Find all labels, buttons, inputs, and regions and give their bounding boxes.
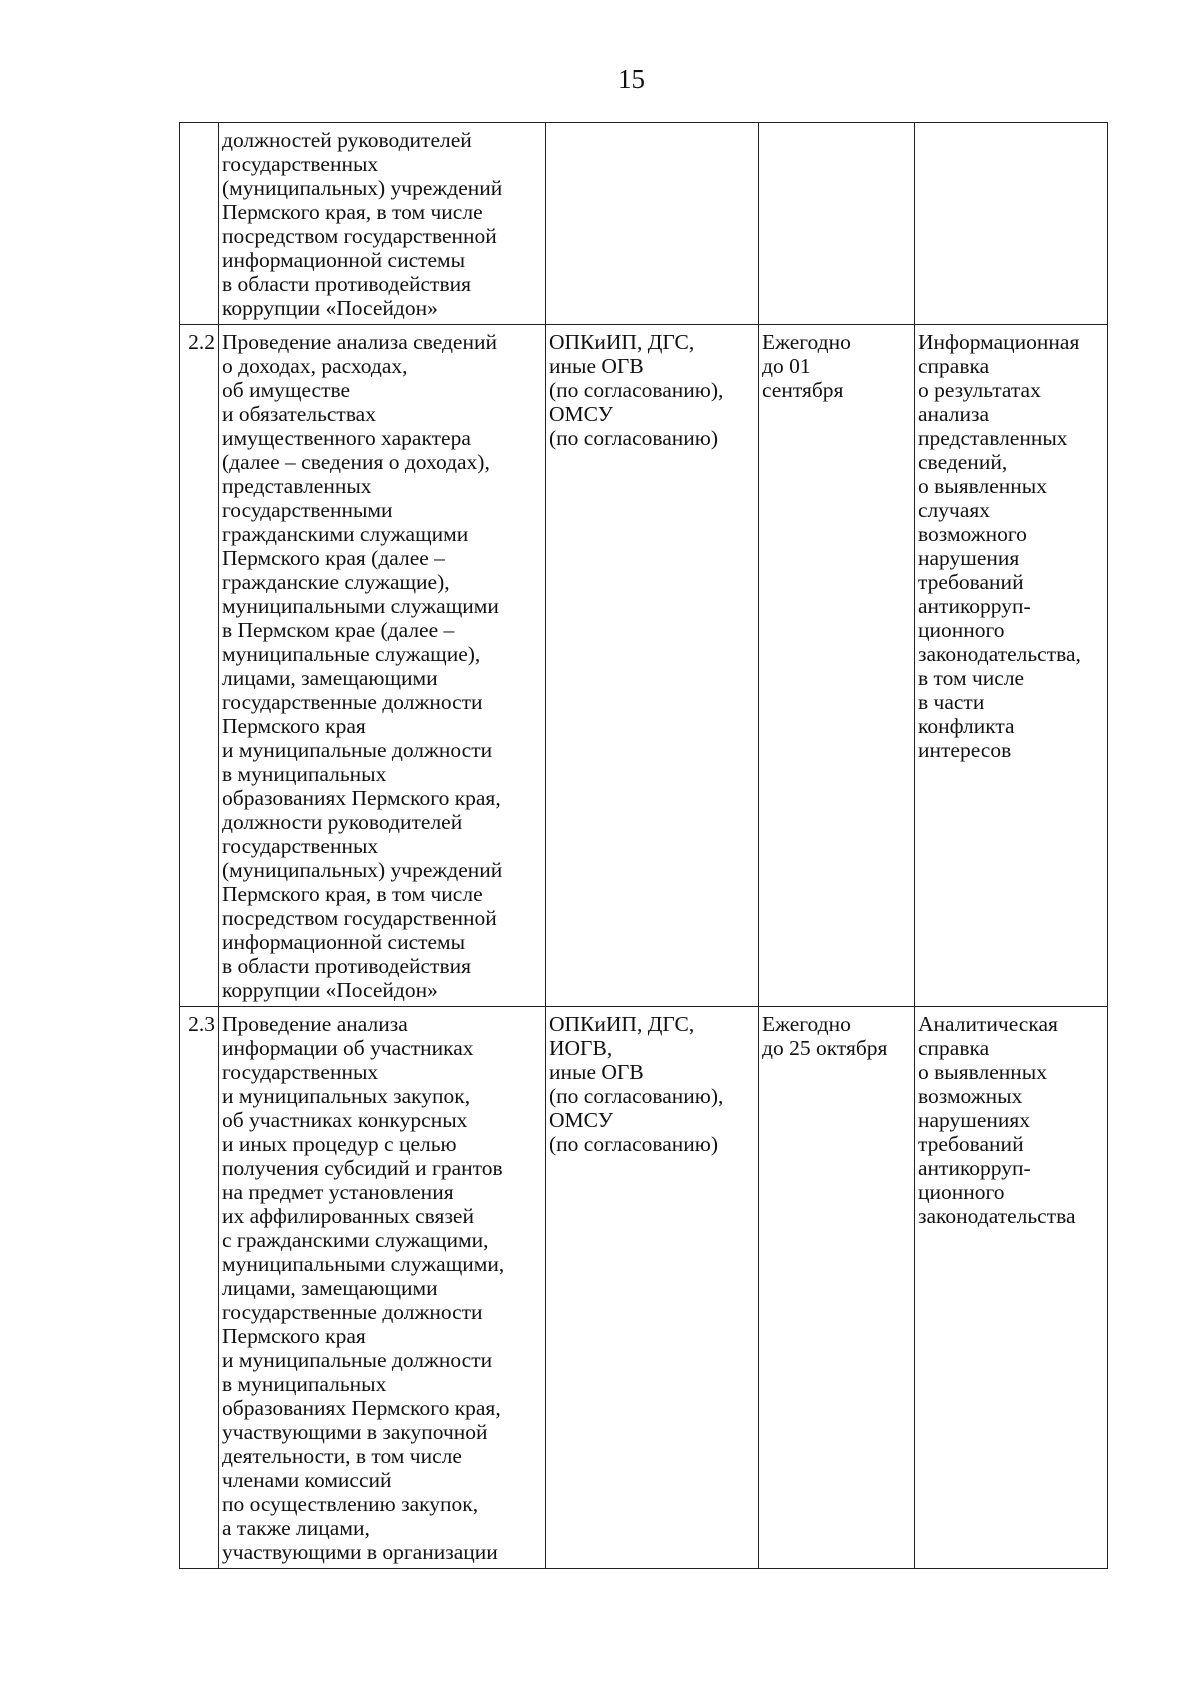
- table-row: [180, 325, 1108, 1007]
- result-cell: Информационная справка о результатах анализа представленных сведений, о выявленных случаях возможного нарушения требований антикорруп- ционного законодательства, в том числе в части конфликта интересов: [915, 325, 1108, 1007]
- table-row: [180, 123, 1108, 325]
- activity-cell: должностей руководителей государственных (муниципальных) учреждений Пермского края, в том числе посредством государственной информационной системы в области противодействия коррупции «Посейдон»: [219, 123, 546, 325]
- term-cell: Ежегодно до 25 октября: [759, 1007, 915, 1569]
- responsible-cell: ОПКиИП, ДГС, иные ОГВ (по согласованию), ОМСУ (по согласованию): [546, 325, 759, 1007]
- term-cell: Ежегодно до 01 сентября: [759, 325, 915, 1007]
- measures-table: [179, 122, 1108, 1569]
- page-number: 15: [618, 64, 645, 94]
- row-number: [180, 123, 219, 325]
- row-number: 2.2: [180, 325, 219, 1007]
- activity-cell: Проведение анализа сведений о доходах, расходах, об имуществе и обязательствах имущественного характера (далее – сведения о доходах), представленных государственными гражданскими служащими Пермского края (далее – гражданские служащие), муниципальными служащими в Пермском крае (далее – муниципальные служащие), лицами, замещающими государственные должности Пермского края и муниципальные должности в муниципальных образованиях Пермского края, должности руководителей государственных (муниципальных) учреждений Пермского края, в том числе посредством государственной информационной системы в области противодействия коррупции «Посейдон»: [219, 325, 546, 1007]
- result-cell: Аналитическая справка о выявленных возможных нарушениях требований антикорруп- ционного законодательства: [915, 1007, 1108, 1569]
- row-number: 2.3: [180, 1007, 219, 1569]
- activity-cell: Проведение анализа информации об участниках государственных и муниципальных закупок, об участниках конкурсных и иных процедур с целью получения субсидий и грантов на предмет установления их аффилированных связей с гражданскими служащими, муниципальными служащими, лицами, замещающими государственные должности Пермского края и муниципальные должности в муниципальных образованиях Пермского края, участвующими в закупочной деятельности, в том числе членами комиссий по осуществлению закупок, а также лицами, участвующими в организации: [219, 1007, 546, 1569]
- responsible-cell: ОПКиИП, ДГС, ИОГВ, иные ОГВ (по согласованию), ОМСУ (по согласованию): [546, 1007, 759, 1569]
- responsible-cell: [546, 123, 759, 325]
- table-row: [180, 1007, 1108, 1569]
- term-cell: [759, 123, 915, 325]
- result-cell: [915, 123, 1108, 325]
